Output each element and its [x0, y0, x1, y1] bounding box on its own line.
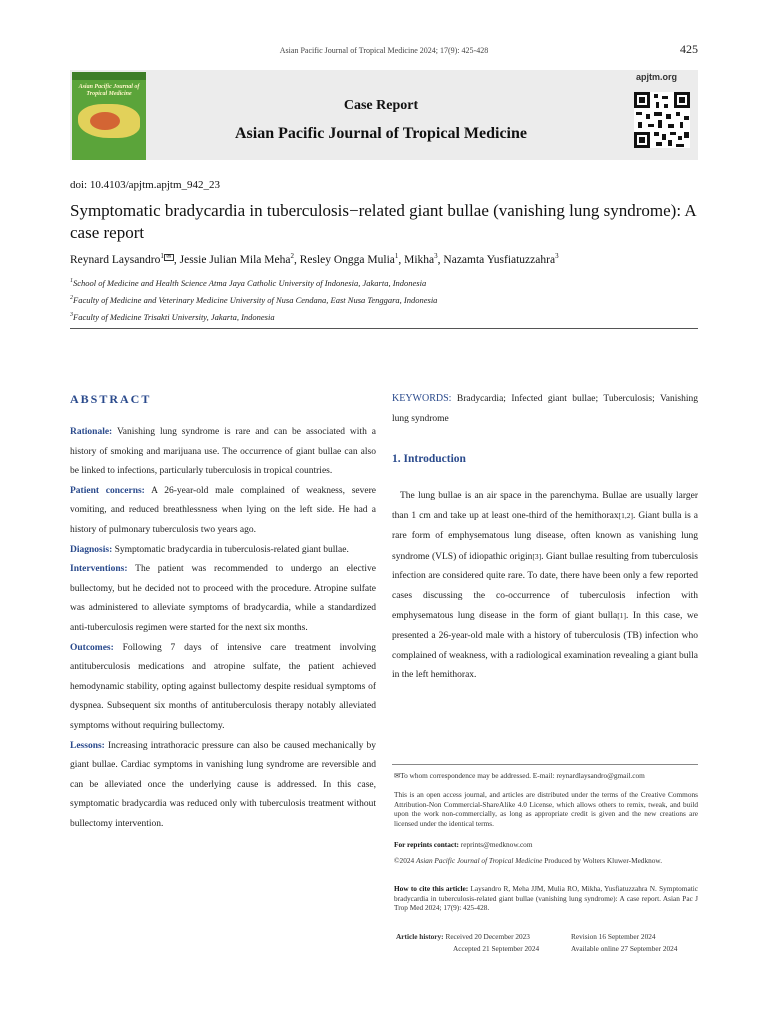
- abstract-heading: ABSTRACT: [70, 392, 152, 406]
- author-list: Reynard Laysandro$^1$ ✉ , Jessie Julian Mila Meha$^2$, Resley Ongga Mulia$^1$, Mikha$^3$, Nazamta Yusfiatuzzahra$^3$: [70, 252, 559, 266]
- journal-cover-image: [72, 72, 146, 160]
- copyright-note: ©2024 Asian Pacific Journal of Tropical Medicine Produced by Wolters Kluwer-Medknow.: [394, 856, 663, 865]
- author-name: , Resley Ongga Mulia: [293, 253, 395, 266]
- citation-link[interactable]: [1]: [617, 611, 626, 621]
- running-head: Asian Pacific Journal of Tropical Medicine 2024; 17(9): 425-428: [279, 46, 489, 55]
- article-title: Symptomatic bradycardia in tuberculosis−related giant bullae (vanishing lung syndrome): A case report: [70, 201, 696, 242]
- header-divider: [70, 328, 698, 329]
- revision-date: Revision 16 September 2024: [571, 932, 656, 941]
- abstract-lessons: Lessons: Increasing intrathoracic pressure can also be caused mechanically by giant bullae. Cardiac symptoms in vanishing lung syndrome are reversible and can be alleviated once the underlying cause is addressed. In this case, symptomatic bradycardia was reduced only with tuberculosis treatment without bullectomy intervention.: [70, 740, 376, 829]
- keywords: KEYWORDS: Bradycardia; Infected giant bullae; Tuberculosis; Vanishing lung syndrome: [392, 393, 698, 424]
- correspondence-note: ✉To whom correspondence may be addressed. E-mail: reynardlaysandro@gmail.com: [394, 771, 645, 780]
- author-name: , Jessie Julian Mila Meha: [173, 253, 291, 266]
- author-name: Reynard Laysandro: [70, 253, 161, 266]
- page-number: 425: [680, 42, 698, 56]
- citation-link[interactable]: [1,2]: [618, 511, 633, 521]
- introduction-paragraph: The lung bullae is an air space in the parenchyma. Bullae are usually larger than 1 cm and take up at least one-third of the hemithorax[1,2]. Giant bulla is a rare form of emphysematous lung disease, often known as vanishing lung syndrome (VLS) of idiopathic origin[3]. Giant bullae resulting from tuberculosis infection are considered quite rare. To date, there have been only a few reported cases discussing the co-occurrence of tuberculosis infection with emphysematous lung disease in the form of giant bulla[1]. In this case, we presented a 26-year-old male with a history of tuberculosis (TB) infection who complained of weakness, with a radiological examination revealing a giant bulla in the left hemithorax.: [392, 490, 699, 681]
- doi: doi: 10.4103/apjtm.apjtm_942_23: [70, 179, 221, 191]
- abstract-rationale: Rationale: Vanishing lung syndrome is rare and can be associated with a history of smoking and marijuana use. The occurrence of giant bullae can also be linked to infections, particularly tuberculosis in tropical countries.: [70, 427, 376, 477]
- affiliation: $^2$Faculty of Medicine and Veterinary Medicine University of Nusa Cendana, East Nusa Tenggara, Indonesia: [70, 295, 438, 305]
- journal-banner: [70, 70, 698, 160]
- affiliation: $^3$Faculty of Medicine Trisakti University, Jakarta, Indonesia: [70, 312, 275, 322]
- cover-title: Asian Pacific Journal of Tropical Medicine: [78, 84, 140, 97]
- introduction-heading: 1. Introduction: [392, 453, 466, 466]
- online-date: Available online 27 September 2024: [571, 944, 678, 953]
- author-name: , Mikha: [398, 253, 435, 266]
- article-type: Case Report: [343, 98, 419, 113]
- accepted-date: Accepted 21 September 2024: [453, 944, 540, 953]
- license-note: This is an open access journal, and articles are distributed under the terms of the Creative Commons Attribution-Non Commercial-ShareAlike 4.0 License, which allows others to remix, tweak, and build upon the work non-commercially, as long as appropriate credit is given and the new creations are licensed under the identical terms.: [394, 790, 698, 828]
- abstract-concerns: Patient concerns: A 26-year-old male complained of weakness, severe vomiting, and reduced breathlessness when lying on the left side. He had a history of pulmonary tuberculosis two years ago.: [70, 485, 376, 535]
- abstract-interventions: Interventions: The patient was recommended to undergo an elective bullectomy, but he decided not to proceed with the procedure. Atropine sulfate was administered to alleviate symptoms of bradycardia, while a standardized anti-tuberculosis regimen were started for the next six months.: [70, 564, 376, 633]
- affiliation: $^1$School of Medicine and Health Science Atma Jaya Catholic University of Indonesia, Jakarta, Indonesia: [70, 278, 427, 288]
- journal-site-link[interactable]: apjtm.org: [636, 72, 678, 82]
- right-column: [392, 389, 698, 686]
- citation-link[interactable]: [3]: [532, 551, 542, 561]
- email-icon: ✉: [394, 771, 401, 780]
- citation-note: How to cite this article: Laysandro R, Meha JJM, Mulia RO, Mikha, Yusfiatuzzahra N. Symptomatic bradycardia in tuberculosis-related giant bullae (vanishing lung syndrome): A case report. Asian Pac J Trop Med 2024; 17(9): 425-428.: [394, 884, 698, 913]
- qr-code-icon: [634, 92, 690, 148]
- abstract-section: [70, 389, 376, 834]
- journal-name: Asian Pacific Journal of Tropical Medicine: [235, 125, 527, 142]
- abstract-outcomes: Outcomes: Following 7 days of intensive care treatment involving antituberculosis medications and atropine sulfate, the patient achieved hemodynamic stability, opting against bullectomy despite residual symptoms of dyspnea. Subsequent six months of antituberculosis therapy notably alleviated symptoms without requiring bullectomy.: [70, 642, 376, 731]
- abstract-diagnosis: Diagnosis: Symptomatic bradycardia in tuberculosis-related giant bullae.: [70, 544, 349, 555]
- email-icon[interactable]: ✉: [164, 254, 174, 261]
- footnote-divider: [392, 764, 698, 765]
- article-history: Article history: Received 20 December 2023: [396, 932, 530, 941]
- author-name: , Nazamta Yusfiatuzzahra: [437, 253, 556, 266]
- reprints-note: For reprints contact: reprints@medknow.com: [394, 840, 533, 849]
